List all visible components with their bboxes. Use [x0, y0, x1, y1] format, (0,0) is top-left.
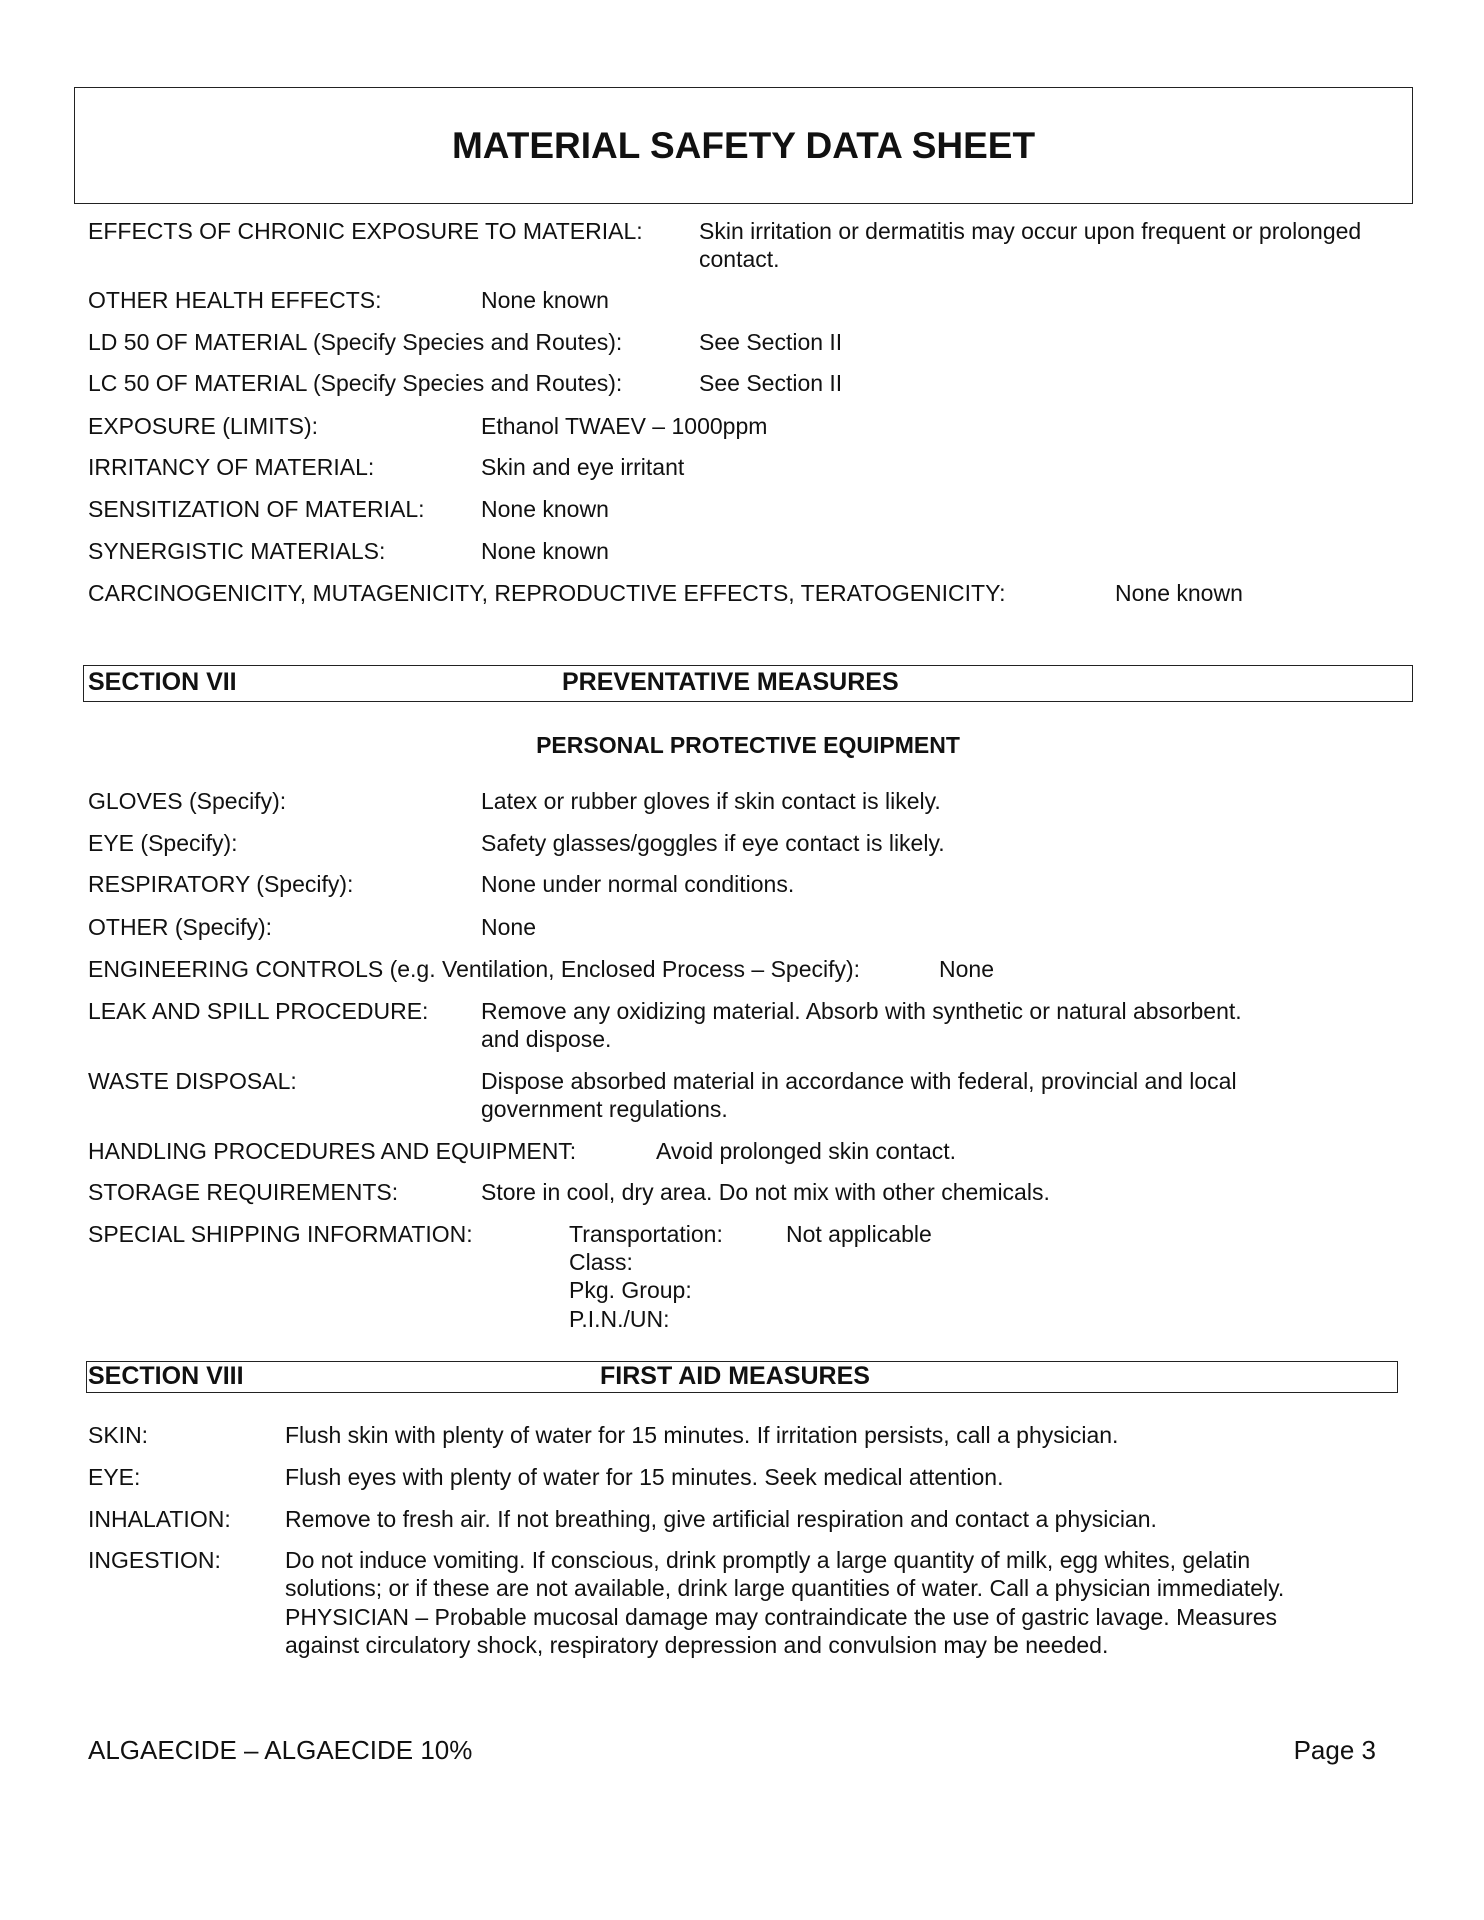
eye-label: EYE (Specify):: [88, 830, 238, 856]
waste-value-cont: government regulations.: [481, 1096, 728, 1122]
sensitization-label: SENSITIZATION OF MATERIAL:: [88, 496, 425, 522]
storage-label: STORAGE REQUIREMENTS:: [88, 1179, 399, 1205]
gloves-value: Latex or rubber gloves if skin contact is likely.: [481, 788, 941, 814]
carcino-label: CARCINOGENICITY, MUTAGENICITY, REPRODUCTIVE EFFECTS, TERATOGENICITY:: [88, 580, 1006, 606]
leak-value: Remove any oxidizing material. Absorb with synthetic or natural absorbent.: [481, 998, 1242, 1024]
pkg-group-label: Pkg. Group:: [569, 1277, 692, 1303]
exposure-label: EXPOSURE (LIMITS):: [88, 413, 319, 439]
chronic-value-cont: contact.: [699, 246, 780, 272]
waste-value: Dispose absorbed material in accordance with federal, provincial and local: [481, 1068, 1237, 1094]
respiratory-value: None under normal conditions.: [481, 871, 795, 897]
section-8-title: FIRST AID MEASURES: [600, 1362, 870, 1390]
handling-value: Avoid prolonged skin contact.: [656, 1138, 957, 1164]
class-label: Class:: [569, 1249, 633, 1275]
page-number: Page 3: [1293, 1735, 1376, 1765]
other-ppe-value: None: [481, 914, 536, 940]
ingestion-value-2: solutions; or if these are not available, drink large quantities of water. Call a physician immediately.: [285, 1575, 1285, 1601]
engineering-label: ENGINEERING CONTROLS (e.g. Ventilation, Enclosed Process – Specify):: [88, 956, 861, 982]
ld50-value: See Section II: [699, 329, 843, 355]
pin-un-label: P.I.N./UN:: [569, 1306, 670, 1332]
other-health-value: None known: [481, 287, 609, 313]
lc50-label: LC 50 OF MATERIAL (Specify Species and Routes):: [88, 370, 623, 396]
ingestion-value-1: Do not induce vomiting. If conscious, drink promptly a large quantity of milk, egg whites, gelatin: [285, 1547, 1251, 1573]
transport-label: Transportation:: [569, 1221, 723, 1247]
section-8-number: SECTION VIII: [88, 1362, 244, 1390]
ingestion-value-3: PHYSICIAN – Probable mucosal damage may contraindicate the use of gastric lavage. Measures: [285, 1604, 1278, 1630]
chronic-value: Skin irritation or dermatitis may occur upon frequent or prolonged: [699, 218, 1362, 244]
eye-aid-value: Flush eyes with plenty of water for 15 minutes. Seek medical attention.: [285, 1464, 1004, 1490]
skin-value: Flush skin with plenty of water for 15 minutes. If irritation persists, call a physician.: [285, 1422, 1119, 1448]
ingestion-value-4: against circulatory shock, respiratory depression and convulsion may be needed.: [285, 1632, 1109, 1658]
storage-value: Store in cool, dry area. Do not mix with other chemicals.: [481, 1179, 1050, 1205]
footer-product: ALGAECIDE – ALGAECIDE 10%: [88, 1735, 473, 1765]
handling-label: HANDLING PROCEDURES AND EQUIPMENT:: [88, 1138, 577, 1164]
exposure-value: Ethanol TWAEV – 1000ppm: [481, 413, 768, 439]
eye-aid-label: EYE:: [88, 1464, 141, 1490]
lc50-value: See Section II: [699, 370, 843, 396]
transport-value: Not applicable: [786, 1221, 932, 1247]
irritancy-label: IRRITANCY OF MATERIAL:: [88, 454, 375, 480]
carcino-value: None known: [1115, 580, 1243, 606]
engineering-value: None: [939, 956, 994, 982]
ld50-label: LD 50 OF MATERIAL (Specify Species and Routes):: [88, 329, 623, 355]
leak-label: LEAK AND SPILL PROCEDURE:: [88, 998, 429, 1024]
synergistic-value: None known: [481, 538, 609, 564]
other-health-label: OTHER HEALTH EFFECTS:: [88, 287, 382, 313]
other-ppe-label: OTHER (Specify):: [88, 914, 273, 940]
skin-label: SKIN:: [88, 1422, 149, 1448]
shipping-label: SPECIAL SHIPPING INFORMATION:: [88, 1221, 473, 1247]
inhalation-label: INHALATION:: [88, 1506, 231, 1532]
leak-value-cont: and dispose.: [481, 1026, 612, 1052]
chronic-label: EFFECTS OF CHRONIC EXPOSURE TO MATERIAL:: [88, 218, 643, 244]
eye-value: Safety glasses/goggles if eye contact is likely.: [481, 830, 945, 856]
ppe-heading: PERSONAL PROTECTIVE EQUIPMENT: [536, 732, 960, 758]
inhalation-value: Remove to fresh air. If not breathing, give artificial respiration and contact a physician.: [285, 1506, 1157, 1532]
gloves-label: GLOVES (Specify):: [88, 788, 287, 814]
section-7-number: SECTION VII: [88, 668, 237, 696]
ingestion-label: INGESTION:: [88, 1547, 221, 1573]
irritancy-value: Skin and eye irritant: [481, 454, 685, 480]
sensitization-value: None known: [481, 496, 609, 522]
synergistic-label: SYNERGISTIC MATERIALS:: [88, 538, 386, 564]
page-title: MATERIAL SAFETY DATA SHEET: [451, 125, 1036, 166]
waste-label: WASTE DISPOSAL:: [88, 1068, 297, 1094]
section-7-title: PREVENTATIVE MEASURES: [562, 668, 899, 696]
respiratory-label: RESPIRATORY (Specify):: [88, 871, 354, 897]
